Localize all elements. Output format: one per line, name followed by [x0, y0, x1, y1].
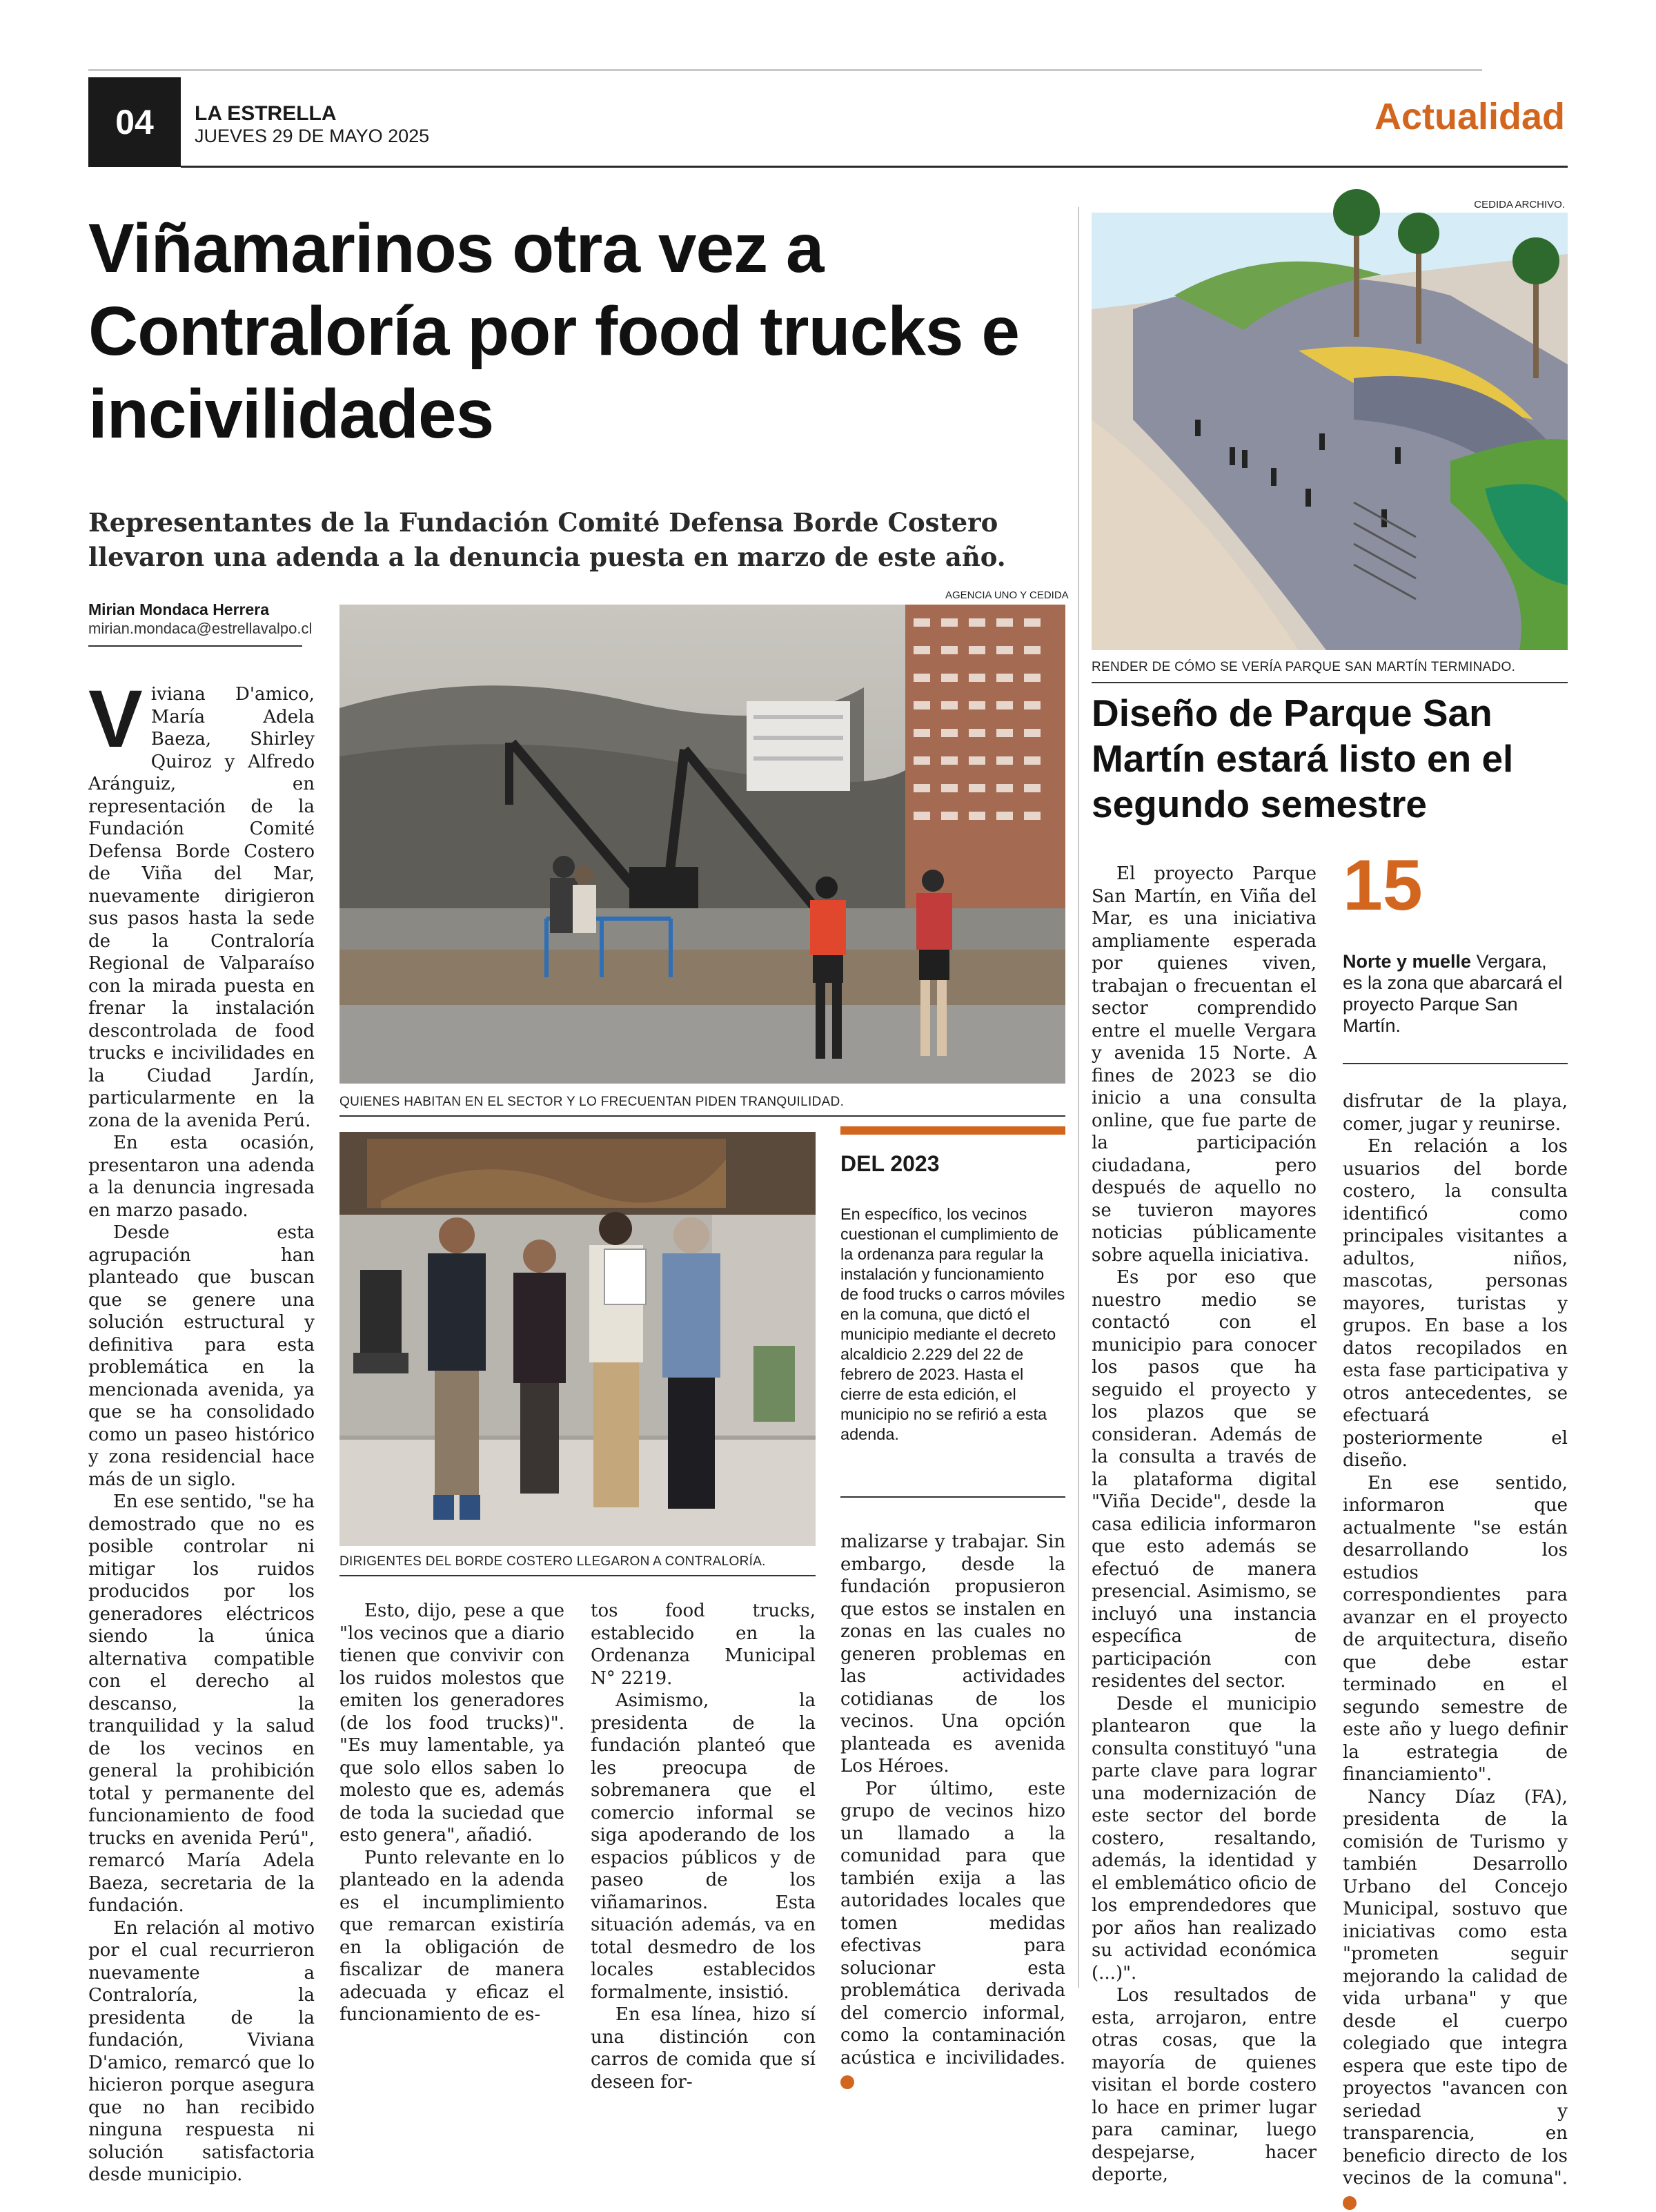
paragraph: Desde esta agrupación han planteado que buscan que se genere una solución estructural y definitiva para esta problemática en la mencionada avenida, ya que se ha consolidado como un paseo histórico y zona residencial hace más de un siglo.	[88, 1222, 315, 1491]
paragraph: En ese sentido, "se ha demostrado que no es posible controlar ni mitigar los ruidos producidos por los generadores eléctricos siendo la única alternativa compatible con el derecho al descanso, la tranquilidad y la salud de los vecinos en general la prohibición total y permanente del funcionamiento de food trucks en avenida Perú", remarcó María Adela Baeza, secretaria de la fundación.	[88, 1491, 315, 1917]
paragraph: disfrutar de la playa, comer, jugar y reunirse.	[1343, 1090, 1568, 1135]
main-article-column-1	[88, 683, 315, 1981]
paragraph: Por último, este grupo de vecinos hizo un llamado a la comunidad para que también exija a las autoridades locales que tomen medidas efectivas para solucionar esta problemática derivada del comercio informal, como la contaminación acústica e incivilidades. +	[840, 1778, 1065, 2092]
main-subhead: Representantes de la Fundación Comité Defensa Borde Costero llevaron una adenda a la denuncia puesta en marzo de este año.	[88, 505, 1054, 574]
photo-caption: QUIENES HABITAN EN EL SECTOR Y LO FRECUENTAN PIDEN TRANQUILIDAD.	[339, 1095, 844, 1110]
paragraph: Los resultados de esta, arrojaron, entre otras cosas, que la mayoría de quienes visitan el borde costero lo hace en primer lugar para caminar, luego despejarse, hacer deporte,	[1092, 1984, 1317, 2186]
stat-text: Norte y muelle Vergara, es la zona que abarcará el proyecto Parque San Martín.	[1343, 951, 1568, 1037]
paragraph: En relación al motivo por el cual recurrieron nuevamente a Contraloría, la presidenta de la fundación, Viviana D'amico, remarcó que lo hicieron porque asegura que no han recibido ninguna respuesta ni solución satisfactoria desde municipio.	[88, 1917, 315, 2186]
byline-email: mirian.mondaca@estrellavalpo.cl	[88, 620, 312, 638]
drop-cap: V	[88, 686, 143, 752]
end-mark-icon: +	[840, 2075, 854, 2089]
byline-author: Mirian Mondaca Herrera	[88, 600, 269, 619]
paragraph: Viviana D'amico, María Adela Baeza, Shirley Quiroz y Alfredo Aránguiz, en representación de la Fundación Comité Defensa Borde Costero de Viña del Mar, nuevamente dirigieron sus pasos hasta la sede de la Contraloría Regional de Valparaíso con la mirada puesta en frenar la instalación descontrolada de food trucks e incivilidades en la Ciudad Jardín, particularmente en la zona de la avenida Perú.	[88, 683, 315, 1132]
photo-caption: DIRIGENTES DEL BORDE COSTERO LLEGARON A CONTRALORÍA.	[339, 1554, 766, 1569]
byline-rule	[88, 645, 302, 647]
paragraph: Nancy Díaz (FA), presidenta de la comisión de Turismo y también Desarrollo Urbano del Concejo Municipal, sostuvo que iniciativas como esta "prometen seguir mejorando la calidad de vida urbana" y que desde el cuerpo colegiado que integra espera que este tipo de proyectos "avancen con seriedad y transparencia, en beneficio directo de los vecinos de la comuna". +	[1343, 1786, 1568, 2212]
stat-number: 15	[1343, 848, 1423, 923]
photo-credit: AGENCIA UNO Y CEDIDA	[945, 589, 1069, 601]
waterfront-photo	[339, 605, 1065, 1084]
paragraph: En relación a los usuarios del borde costero, la consulta identificó como principales visitantes a adultos, niños, mascotas, personas mayores, turistas y grupos. En base a los datos recopilados en esta fase participativa y otros antecedentes, se efectuará posteriormente el diseño.	[1343, 1135, 1568, 1472]
main-article-column-2	[339, 1600, 564, 1986]
box-bottom-rule	[840, 1496, 1065, 1498]
photo-caption: RENDER DE CÓMO SE VERÍA PARQUE SAN MARTÍN TERMINADO.	[1092, 660, 1515, 675]
paragraph: El proyecto Parque San Martín, en Viña del Mar, es una iniciativa ampliamente esperada por quienes viven, trabajan o frecuentan el sector comprendido entre el muelle Vergara y avenida 15 Norte. A fines de 2023 se dio inicio a una consulta online, que fue parte de la participación ciudadana, pero después de aquello no se tuvieron mayores noticias públicamente sobre aquella iniciativa.	[1092, 863, 1317, 1266]
caption-rule	[339, 1575, 816, 1576]
photo-credit: CEDIDA ARCHIVO.	[1474, 199, 1565, 211]
main-article-column-3	[591, 1600, 816, 1986]
paragraph: Esto, dijo, pese a que "los vecinos que a diario tienen que convivir con los ruidos molestos que emiten los generadores (de los food trucks)". "Es muy lamentable, ya que solo ellos saben lo molesto que es, además de toda la suciedad que esto genera", añadió.	[339, 1600, 564, 1847]
header-rule	[181, 166, 1568, 168]
box-accent-rule	[840, 1126, 1065, 1135]
paragraph: En ese sentido, informaron que actualmente "se están desarrollando los estudios correspondientes para avanzar en el proyecto de arquitectura, diseño que debe estar terminado en el segundo semestre de este año y luego definir la estrategia de financiamiento".	[1343, 1472, 1568, 1786]
paper-date: JUEVES 29 DE MAYO 2025	[195, 126, 429, 147]
secondary-headline: Diseño de Parque San Martín estará listo en el segundo semestre	[1092, 690, 1568, 827]
contraloria-photo	[339, 1132, 816, 1546]
paragraph: Desde el municipio plantearon que la consulta constituyó "una parte clave para lograr una modernización de este sector del borde costero, resaltando, además, la identidad y el emblemático oficio de los emprendedores que por años han realizado su actividad económica (...)".	[1092, 1693, 1317, 1985]
paper-name: LA ESTRELLA	[195, 102, 337, 126]
right-article-column-2	[1343, 1090, 1568, 1988]
caption-rule	[1092, 682, 1568, 683]
top-rule	[88, 69, 1482, 71]
paragraph: malizarse y trabajar. Sin embargo, desde la fundación propusieron que estos se instalen en zonas en las cuales no generen problemas en las actividades cotidianas de los vecinos. Una opción planteada es avenida Los Héroes.	[840, 1531, 1065, 1778]
paragraph: En esta ocasión, presentaron una adenda a la denuncia ingresada en marzo pasado.	[88, 1132, 315, 1222]
main-article-column-4	[840, 1531, 1065, 1986]
paragraph: Asimismo, la presidenta de la fundación planteó que les preocupa de sobremanera que el comercio informal se siga apoderando de los espacios públicos y de paseo de los viñamarinos. Esta situación además, va en total desmedro de los locales establecidos formalmente, insistió.	[591, 1690, 816, 2004]
page-number: 04	[88, 77, 181, 167]
paragraph: En esa línea, hizo sí una distinción con carros de comida que sí deseen for-	[591, 2004, 816, 2093]
paragraph: Es por eso que nuestro medio se contactó con el municipio para conocer los pasos que ha seguido el proyecto y los plazos que se consideran. Además de la consulta a través de la plataforma digital "Viña Decide", desde la casa edilicia informaron que esto además se efectuó de manera presencial. Asimismo, se incluyó una instancia específica de participación con residentes del sector.	[1092, 1266, 1317, 1693]
paragraph: tos food trucks, establecido en la Ordenanza Municipal N° 2219.	[591, 1600, 816, 1690]
section-title: Actualidad	[1374, 95, 1565, 138]
caption-rule	[339, 1115, 1065, 1117]
end-mark-icon: +	[1343, 2196, 1357, 2210]
stat-rule	[1343, 1063, 1568, 1064]
main-headline: Viñamarinos otra vez a Contraloría por food trucks e incivilidades	[88, 207, 1020, 456]
box-text: En específico, los vecinos cuestionan el cumplimiento de la ordenanza para regular la instalación y funcionamiento de food trucks o carros móviles en la comuna, que dictó el municipio mediante el decreto alcaldicio 2.229 del 22 de febrero de 2023. Hasta el cierre de esta edición, el municipio no se refirió a esta adenda.	[840, 1204, 1065, 1445]
column-divider	[1078, 207, 1079, 1988]
park-render-image	[1092, 213, 1568, 650]
right-article-column-1	[1092, 863, 1317, 1988]
box-title: DEL 2023	[840, 1151, 940, 1177]
paragraph: Punto relevante en lo planteado en la adenda es el incumplimiento que remarcan existiría en la obligación de fiscalizar de manera adecuada y eficaz el funcionamiento de es-	[339, 1847, 564, 2026]
